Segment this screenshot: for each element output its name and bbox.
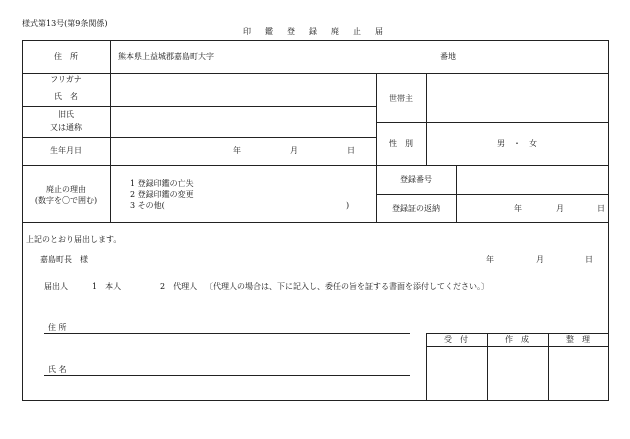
cert-year: 年	[514, 204, 522, 213]
agent-address-label: 住 所	[48, 323, 67, 332]
form-number: 様式第13号(第9条関係)	[22, 19, 108, 28]
applicant-label: 届出人	[44, 282, 68, 291]
row-divider	[22, 137, 376, 138]
reason-option-3-close: )	[346, 201, 350, 210]
applicant-self-option[interactable]: 1 本人	[92, 282, 122, 291]
mayor-address: 嘉島町長 様	[40, 255, 88, 264]
dob-label: 生年月日	[50, 146, 82, 155]
row-divider	[22, 106, 376, 107]
cert-month: 月	[556, 204, 564, 213]
dob-year: 年	[233, 146, 241, 155]
agent-name-label: 氏 名	[48, 365, 67, 374]
row-divider	[376, 194, 609, 195]
office-col-divider	[487, 333, 488, 401]
cert-return-label: 登録証の返納	[392, 204, 440, 213]
alias-label: 又は通称	[50, 123, 82, 132]
reason-option-2[interactable]: 2 登録印鑑の変更	[130, 190, 194, 199]
office-col-divider	[548, 333, 549, 401]
col-divider	[426, 73, 427, 165]
address-value[interactable]: 熊本県上益城郡嘉島町大字	[118, 52, 214, 61]
row-divider	[376, 122, 609, 123]
banchi-label: 番地	[440, 52, 456, 61]
applicant-agent-option[interactable]: 2 代理人	[160, 282, 198, 291]
cert-day: 日	[597, 204, 605, 213]
col-divider	[110, 40, 111, 223]
date-month: 月	[536, 255, 544, 264]
office-arrange-label: 整 理	[566, 335, 590, 344]
address-label: 住 所	[54, 52, 78, 61]
col-divider	[456, 165, 457, 223]
reason-option-3[interactable]: 3 その他(	[130, 201, 165, 210]
reason-instruction: (数字を〇で囲む)	[34, 196, 98, 205]
gender-options[interactable]: 男 ・ 女	[497, 139, 537, 148]
statement-text: 上記のとおり届出します。	[26, 235, 122, 244]
dob-month: 月	[290, 146, 298, 155]
reg-number-label: 登録番号	[400, 175, 432, 184]
agent-address-line[interactable]	[44, 333, 410, 334]
reason-label: 廃止の理由	[46, 185, 86, 194]
office-header-divider	[426, 346, 609, 347]
gender-label: 性 別	[389, 139, 413, 148]
reason-option-1[interactable]: 1 登録印鑑の亡失	[130, 179, 194, 188]
col-divider	[376, 73, 377, 223]
date-year: 年	[486, 255, 494, 264]
office-receipt-label: 受 付	[444, 335, 468, 344]
furigana-label: フリガナ	[50, 75, 82, 84]
date-day: 日	[585, 255, 593, 264]
household-label: 世帯主	[389, 94, 413, 103]
agent-name-line[interactable]	[44, 375, 410, 376]
name-label: 氏 名	[54, 92, 78, 101]
office-create-label: 作 成	[505, 335, 529, 344]
agent-note: 〔代理人の場合は、下に記入し、委任の旨を証する書面を添付してください。〕	[205, 282, 489, 291]
dob-day: 日	[347, 146, 355, 155]
page-title: 印鑑登録廃止届	[243, 27, 397, 36]
former-name-label: 旧氏	[58, 110, 74, 119]
